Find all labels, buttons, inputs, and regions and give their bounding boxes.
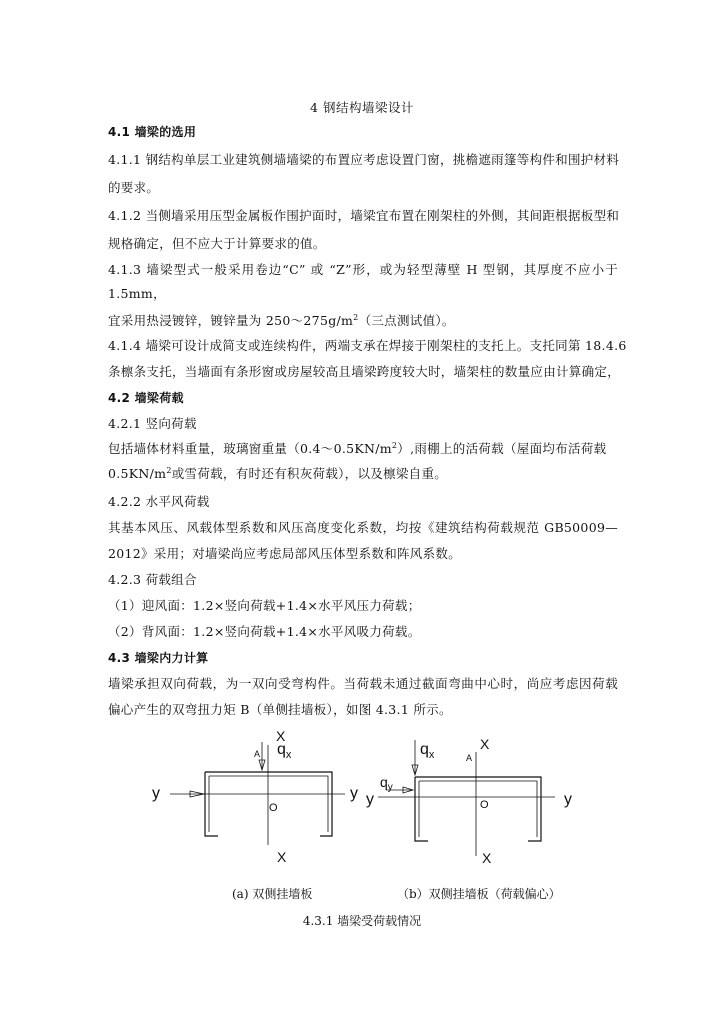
subheading: 4.2.3 荷载组合 xyxy=(108,572,197,587)
point-a-label: A xyxy=(254,749,261,759)
axis-y-right-label: y xyxy=(350,785,358,802)
origin-label: O xyxy=(269,802,278,814)
figure-caption: 4.3.1 墙梁受荷载情况 xyxy=(302,914,422,928)
superscript: 2 xyxy=(166,465,172,475)
text-run: ）,雨棚上的活荷载（屋面均布活荷载 xyxy=(397,441,607,456)
subheading: 4.2.2 水平风荷载 xyxy=(108,494,210,509)
paragraph-line: 1.5mm， xyxy=(108,286,166,301)
diagram-b xyxy=(366,736,572,866)
paragraph-line: 4.1.3 墙梁型式一般采用卷边“C” 或 “Z”形，或为轻型薄壁 H 型钢，其厚度不应小于 xyxy=(108,262,618,277)
load-sub-x: x xyxy=(285,749,292,761)
text-run: 0.5KN/m xyxy=(108,466,167,481)
axis-y-left-label: y xyxy=(152,785,160,802)
load-label-q xyxy=(277,741,292,761)
point-a-label: A xyxy=(466,753,473,763)
axis-x-top-label: X xyxy=(276,728,286,744)
section-heading-4-2: 4.2 墙梁荷载 xyxy=(108,391,184,405)
diagram-a xyxy=(152,728,358,865)
subheading: 4.2.1 竖向荷载 xyxy=(108,416,197,431)
text-run: 包括墙体材料重量，玻璃窗重量（0.4～0.5KN/m xyxy=(108,441,392,456)
caption-a: (a) 双侧挂墙板 xyxy=(232,887,313,901)
channel-section-outer-left xyxy=(415,777,428,841)
page-title: 4 钢结构墙梁设计 xyxy=(310,100,414,115)
section-heading-4-1: 4.1 墙梁的选用 xyxy=(108,125,197,139)
load-sub-x: x xyxy=(428,749,435,761)
axis-x-top-label: X xyxy=(480,736,490,752)
paragraph-line: 条檩条支托，当墙面有条形窗或房屋较高且墙梁跨度较大时，墙架柱的数量应由计算确定， xyxy=(108,364,621,379)
superscript: 2 xyxy=(353,312,359,322)
paragraph-line: 偏心产生的双弯扭力矩 B（单侧挂墙板），如图 4.3.1 所示。 xyxy=(108,702,452,717)
superscript: 2 xyxy=(391,440,398,450)
section-heading-4-3: 4.3 墙梁内力计算 xyxy=(108,651,209,665)
caption-b: （b）双侧挂墙板（荷载偏心） xyxy=(397,887,561,901)
load-sub-y: y xyxy=(387,782,393,793)
origin-label: O xyxy=(480,799,489,811)
paragraph-line: 4.1.4 墙梁可设计成简支或连续构件，两端支承在焊接于刚架柱的支托上。支托同第 18.4.6 xyxy=(108,338,627,353)
paragraph-line: 规格确定，但不应大于计算要求的值。 xyxy=(108,236,326,251)
axis-y-right-label: y xyxy=(564,791,572,808)
channel-section-inner xyxy=(419,781,537,837)
axis-x-bottom-label: X xyxy=(482,850,492,866)
paragraph-line: 2012》采用；对墙梁尚应考虑局部风压体型系数和阵风系数。 xyxy=(108,546,462,561)
paragraph-line: 墙梁承担双向荷载，为一双向受弯构件。当荷载未通过截面弯曲中心时，尚应考虑因荷载 xyxy=(108,676,618,691)
load-q: q xyxy=(277,741,286,758)
channel-section-outer-left xyxy=(205,772,218,836)
paragraph-line: 的要求。 xyxy=(108,180,160,195)
load-q: q xyxy=(420,741,429,758)
load-q: q xyxy=(380,774,388,790)
list-item: （2）背风面：1.2×竖向荷载+1.4×水平风吸力荷载。 xyxy=(108,624,421,639)
paragraph-line: 4.1.2 当侧墙采用压型金属板作围护面时，墙梁宜布置在刚架柱的外侧，其间距根据板型和 xyxy=(108,208,620,223)
load-label-qx xyxy=(420,741,435,761)
channel-section-outer xyxy=(415,777,541,841)
text-run: （三点测试值）。 xyxy=(358,313,455,328)
axis-y-left-label: y xyxy=(366,791,374,808)
axis-x-bottom-label: X xyxy=(277,849,287,865)
text-run: 宜采用热浸镀锌，镀锌量为 250～275g/m xyxy=(108,313,354,328)
paragraph-line: 其基本风压、风载体型系数和风压高度变化系数，均按《建筑结构荷载规范 GB50009— xyxy=(108,520,618,535)
list-item: （1）迎风面：1.2×竖向荷载+1.4×水平风压力荷载； xyxy=(108,598,421,613)
paragraph-line: 4.1.1 钢结构单层工业建筑侧墙墙梁的布置应考虑设置门窗，挑檐遮雨篷等构件和围护材料 xyxy=(108,152,620,167)
text-run: 或雪荷载，有时还有积灰荷载），以及檩梁自重。 xyxy=(171,466,448,481)
